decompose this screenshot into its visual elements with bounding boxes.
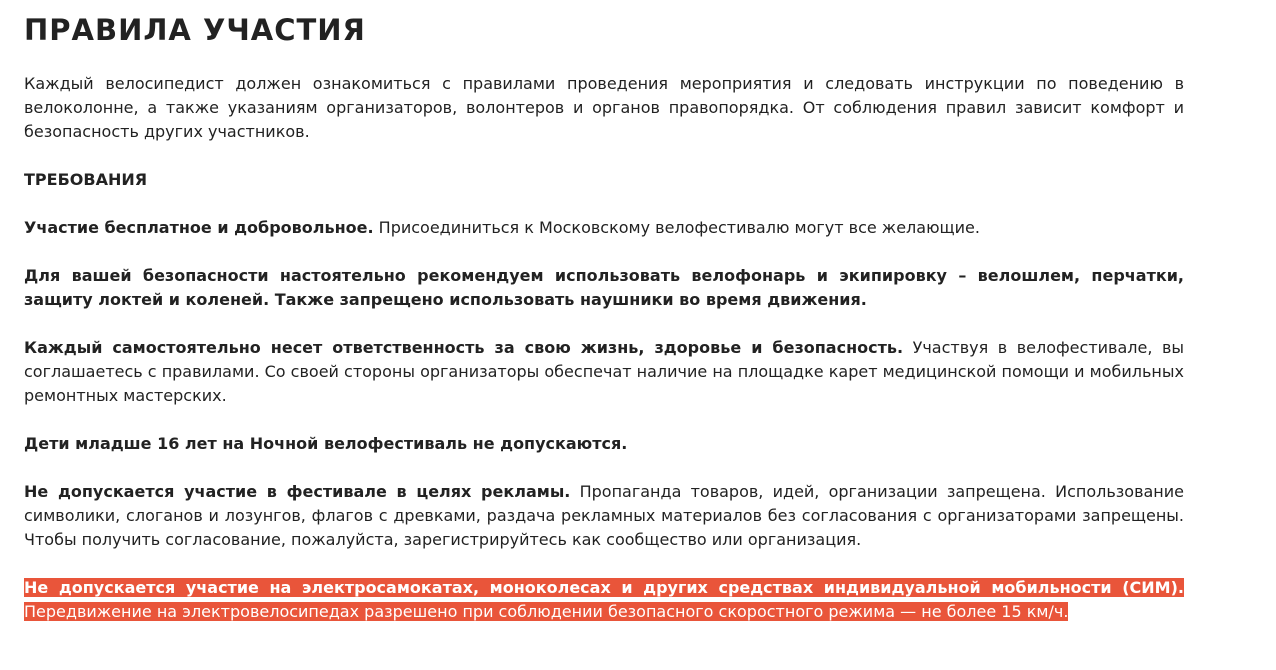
rule-bold-text: Участие бесплатное и добровольное. (24, 218, 374, 237)
highlighted-rule-paragraph (24, 576, 1184, 624)
rule-text: Передвижение на электровелосипедах разрешено при соблюдении безопасного скоростного режима — не более 15 км/ч. (24, 602, 1069, 621)
rule-paragraph (24, 216, 1184, 240)
intro-paragraph: Каждый велосипедист должен ознакомиться с правилами проведения мероприятия и следовать инструкции по поведению в велоколонне, а также указаниям организаторов, волонтеров и органов правопорядка. От соблюдения правил зависит комфорт и безопасность других участников. (24, 74, 1184, 141)
rule-bold-text: Дети младше 16 лет на Ночной велофестиваль не допускаются. (24, 434, 628, 453)
rule-bold-text: Не допускается участие на электросамокатах, моноколесах и других средствах индивидуальной мобильности (СИМ). (24, 578, 1184, 597)
rule-paragraph (24, 432, 1184, 456)
rule-paragraph (24, 264, 1184, 312)
requirements-heading: ТРЕБОВАНИЯ (24, 170, 148, 189)
page-title: ПРАВИЛА УЧАСТИЯ (24, 13, 366, 47)
rule-text: Пропаганда товаров, идей, организации запрещена. Использование символики, слоганов и лозунгов, флагов с древками, раздача рекламных материалов без согласования с организаторами запрещены. Чтобы получить согласование, пожалуйста, зарегистрируйтесь как сообщество или организация. (24, 482, 1185, 549)
highlighted-rule (24, 578, 1184, 621)
rule-text: Присоединиться к Московскому велофестивалю могут все желающие. (373, 218, 980, 237)
rule-bold-text: Каждый самостоятельно несет ответственность за свою жизнь, здоровье и безопасность. (24, 338, 904, 357)
rule-text: Участвуя в велофестивале, вы соглашаетесь с правилами. Со своей стороны организаторы обеспечат наличие на площадке карет медицинской помощи и мобильных ремонтных мастерских. (24, 338, 1185, 405)
rule-paragraph (24, 336, 1184, 408)
rule-paragraph (24, 480, 1184, 552)
rule-bold-text: Для вашей безопасности настоятельно рекомендуем использовать велофонарь и экипировку – велошлем, перчатки, защиту локтей и коленей. Также запрещено использовать наушники во время движения. (24, 266, 1184, 309)
rule-bold-text: Не допускается участие в фестивале в целях рекламы. (24, 482, 571, 501)
